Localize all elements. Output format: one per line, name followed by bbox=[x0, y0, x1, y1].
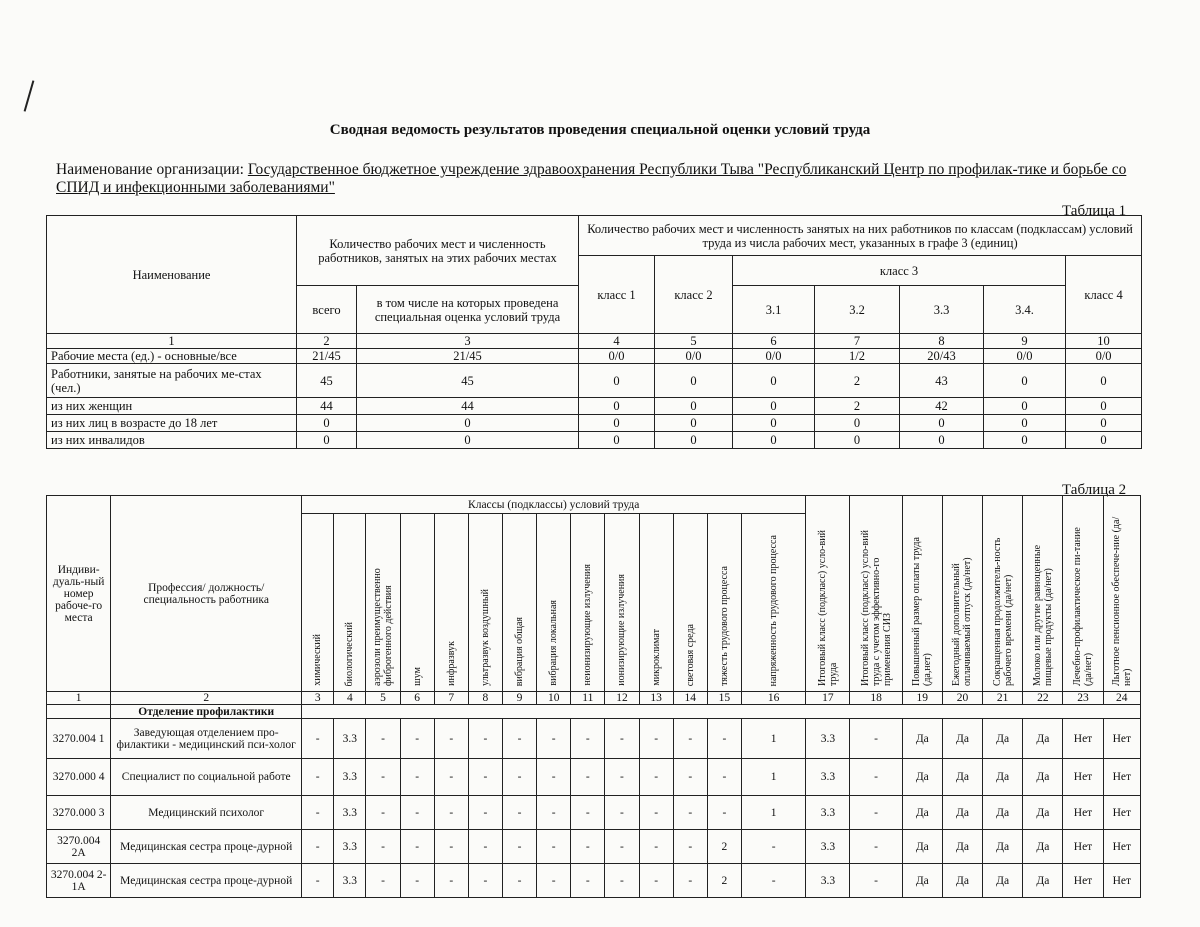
t1-cell: 0 bbox=[900, 432, 984, 449]
t2-cell: - bbox=[673, 830, 707, 864]
t2-cell: - bbox=[639, 830, 673, 864]
t1-header-3-3: 3.3 bbox=[900, 286, 984, 334]
t1-cell: 0 bbox=[655, 398, 733, 415]
t2-header-extra-1: Итоговый класс (подкласс) усло-вий труда bbox=[806, 496, 850, 692]
t2-colnum: 13 bbox=[639, 692, 673, 705]
t2-cell: - bbox=[537, 759, 571, 796]
t2-cell: - bbox=[366, 796, 400, 830]
table-row bbox=[47, 830, 1141, 864]
t2-colnum: 22 bbox=[1023, 692, 1063, 705]
t2-cell: - bbox=[302, 864, 334, 898]
t1-cell: 0 bbox=[984, 415, 1066, 432]
t2-cell: 3.3 bbox=[806, 759, 850, 796]
t2-cell: - bbox=[400, 864, 434, 898]
t2-cell: Да bbox=[942, 830, 982, 864]
t2-colnum: 12 bbox=[605, 692, 639, 705]
t1-colnum: 8 bbox=[900, 334, 984, 349]
t2-cell: - bbox=[537, 830, 571, 864]
t2-header-classes: Классы (подклассы) условий труда bbox=[302, 496, 806, 514]
t2-cell: - bbox=[707, 796, 741, 830]
t2-header-extra-7: Лечебно-профилактическое пи-тание (да/нет) bbox=[1063, 496, 1103, 692]
t2-cell: 3.3 bbox=[334, 719, 366, 759]
t2-colnum: 21 bbox=[983, 692, 1023, 705]
t2-factor-header: биологический bbox=[334, 514, 366, 692]
t2-cell: Да bbox=[942, 796, 982, 830]
t2-colnum: 8 bbox=[468, 692, 502, 705]
t1-cell: 2 bbox=[815, 364, 900, 398]
t2-header-extra-2: Итоговый класс (подкласс) усло-вий труда с учетом эффективно-го применения СИЗ bbox=[850, 496, 902, 692]
t2-cell: Нет bbox=[1103, 830, 1140, 864]
t1-cell: 0 bbox=[733, 364, 815, 398]
t2-header-extra-4: Ежегодный дополнительный оплачиваемый отпуск (да/нет) bbox=[942, 496, 982, 692]
t1-cell: 0 bbox=[815, 432, 900, 449]
t2-cell: Нет bbox=[1103, 759, 1140, 796]
t2-cell: - bbox=[366, 759, 400, 796]
t2-cell: - bbox=[673, 719, 707, 759]
t2-header-extra-8: Льготное пенсионное обеспече-ние (да/нет) bbox=[1103, 496, 1140, 692]
table2-label: Таблица 2 bbox=[1062, 482, 1127, 498]
t2-cell: Да bbox=[942, 759, 982, 796]
t2-cell: - bbox=[434, 864, 468, 898]
t2-cell: Нет bbox=[1103, 796, 1140, 830]
t2-cell: - bbox=[400, 719, 434, 759]
t2-cell: - bbox=[605, 796, 639, 830]
t1-cell: 0 bbox=[579, 364, 655, 398]
t2-cell: Да bbox=[902, 719, 942, 759]
t2-profession: Медицинский психолог bbox=[111, 796, 302, 830]
t1-cell: 0/0 bbox=[984, 349, 1066, 364]
t2-cell: Да bbox=[902, 864, 942, 898]
t2-cell: Да bbox=[942, 864, 982, 898]
t2-factor-header: световая среда bbox=[673, 514, 707, 692]
t1-cell: 44 bbox=[297, 398, 357, 415]
t2-factor-header: инфразвук bbox=[434, 514, 468, 692]
t2-cell: Нет bbox=[1063, 796, 1103, 830]
t2-cell: - bbox=[434, 796, 468, 830]
t2-cell: Нет bbox=[1063, 864, 1103, 898]
t1-cell: 0 bbox=[984, 432, 1066, 449]
t1-cell: 43 bbox=[900, 364, 984, 398]
t1-cell: 0 bbox=[297, 415, 357, 432]
t2-cell: Нет bbox=[1063, 759, 1103, 796]
t2-cell: - bbox=[571, 759, 605, 796]
table-row bbox=[47, 415, 1142, 432]
t2-workplace-id: 3270.004 1 bbox=[47, 719, 111, 759]
t1-header-class3: класс 3 bbox=[733, 256, 1066, 286]
t1-cell: 2 bbox=[815, 398, 900, 415]
table-row bbox=[47, 864, 1141, 898]
t1-header-class1: класс 1 bbox=[579, 256, 655, 334]
t2-factor-header: ультразвук воздушный bbox=[468, 514, 502, 692]
t2-header-profession: Профессия/ должность/ специальность работника bbox=[111, 496, 302, 692]
t1-colnum: 4 bbox=[579, 334, 655, 349]
t2-cell: - bbox=[502, 719, 536, 759]
t2-cell: - bbox=[537, 796, 571, 830]
t2-cell: Да bbox=[942, 719, 982, 759]
t2-cell: 3.3 bbox=[334, 864, 366, 898]
t2-cell: 1 bbox=[741, 719, 805, 759]
t1-header-name: Наименование bbox=[47, 216, 297, 334]
table-row bbox=[47, 364, 1142, 398]
t2-cell: - bbox=[571, 864, 605, 898]
t2-factor-header: тяжесть трудового процесса bbox=[707, 514, 741, 692]
document-title: Сводная ведомость результатов проведения специальной оценки условий труда bbox=[329, 122, 871, 138]
t2-cell: - bbox=[850, 796, 902, 830]
t1-colnum: 1 bbox=[47, 334, 297, 349]
t2-cell: - bbox=[605, 864, 639, 898]
t2-cell: - bbox=[537, 864, 571, 898]
t2-cell: Нет bbox=[1063, 719, 1103, 759]
t2-cell: Да bbox=[983, 830, 1023, 864]
t1-row-label: из них инвалидов bbox=[47, 432, 297, 449]
t2-cell: - bbox=[468, 830, 502, 864]
t2-factor-header: напряженность трудового процесса bbox=[741, 514, 805, 692]
table-row bbox=[47, 349, 1142, 364]
org-name: Государственное бюджетное учреждение здравоохранения Республики Тыва "Республиканский Центр по профилак-тике и борьбе со СПИД и инфекционными заболеваниями" bbox=[56, 161, 1127, 196]
t2-factor-header: микроклимат bbox=[639, 514, 673, 692]
t1-cell: 0 bbox=[733, 415, 815, 432]
t2-colnum: 6 bbox=[400, 692, 434, 705]
t2-cell: - bbox=[400, 830, 434, 864]
t2-colnum: 18 bbox=[850, 692, 902, 705]
t2-cell: - bbox=[571, 830, 605, 864]
t2-cell: Нет bbox=[1103, 719, 1140, 759]
organization-line bbox=[56, 161, 1146, 197]
t2-colnum: 20 bbox=[942, 692, 982, 705]
t1-cell: 0 bbox=[655, 364, 733, 398]
t1-cell: 45 bbox=[297, 364, 357, 398]
t2-cell: - bbox=[605, 830, 639, 864]
t2-cell: - bbox=[571, 719, 605, 759]
t1-cell: 42 bbox=[900, 398, 984, 415]
t2-factor-header: химический bbox=[302, 514, 334, 692]
t1-row-label: из них лиц в возрасте до 18 лет bbox=[47, 415, 297, 432]
t2-colnum: 9 bbox=[502, 692, 536, 705]
t2-cell: Да bbox=[902, 830, 942, 864]
t1-cell: 0/0 bbox=[733, 349, 815, 364]
t2-factor-header: ионизирующие излучения bbox=[605, 514, 639, 692]
t2-section-title: Отделение профилактики bbox=[111, 705, 302, 719]
t2-cell: 3.3 bbox=[806, 864, 850, 898]
t1-cell: 20/43 bbox=[900, 349, 984, 364]
t2-workplace-id: 3270.004 2А bbox=[47, 830, 111, 864]
t1-colnum: 10 bbox=[1066, 334, 1142, 349]
t2-cell: - bbox=[502, 864, 536, 898]
t1-header-workplaces: Количество рабочих мест и численность работников, занятых на этих рабочих местах bbox=[297, 216, 579, 286]
t1-cell: 0 bbox=[1066, 415, 1142, 432]
t1-cell: 0 bbox=[579, 398, 655, 415]
t2-cell: - bbox=[639, 796, 673, 830]
t1-colnum: 3 bbox=[357, 334, 579, 349]
t2-cell: Да bbox=[983, 719, 1023, 759]
t2-cell: - bbox=[302, 796, 334, 830]
t2-cell: - bbox=[434, 830, 468, 864]
t2-cell: - bbox=[502, 759, 536, 796]
t1-colnum: 5 bbox=[655, 334, 733, 349]
t2-colnum: 1 bbox=[47, 692, 111, 705]
t2-colnum: 3 bbox=[302, 692, 334, 705]
t2-cell: - bbox=[302, 759, 334, 796]
t1-cell: 0 bbox=[297, 432, 357, 449]
t2-cell: Да bbox=[1023, 864, 1063, 898]
t2-profession: Заведующая отделением про-филактики - медицинский пси-холог bbox=[111, 719, 302, 759]
t2-colnum: 24 bbox=[1103, 692, 1140, 705]
table-1 bbox=[46, 215, 1142, 449]
t2-profession: Специалист по социальной работе bbox=[111, 759, 302, 796]
t1-cell: 0 bbox=[733, 432, 815, 449]
t2-cell: Нет bbox=[1063, 830, 1103, 864]
t2-cell: - bbox=[673, 796, 707, 830]
t1-cell: 21/45 bbox=[297, 349, 357, 364]
t2-cell: - bbox=[302, 719, 334, 759]
t2-cell: - bbox=[673, 864, 707, 898]
t2-cell: Да bbox=[902, 796, 942, 830]
t2-cell: 3.3 bbox=[806, 796, 850, 830]
t2-cell: - bbox=[302, 830, 334, 864]
table-row bbox=[47, 796, 1141, 830]
t1-row-label: Работники, занятые на рабочих ме-стах (чел.) bbox=[47, 364, 297, 398]
t1-cell: 0 bbox=[357, 415, 579, 432]
t1-cell: 0 bbox=[733, 398, 815, 415]
t2-cell: - bbox=[639, 719, 673, 759]
t2-colnum-row bbox=[47, 692, 1141, 705]
t2-cell: - bbox=[400, 796, 434, 830]
t2-cell: 3.3 bbox=[806, 719, 850, 759]
t2-cell: Да bbox=[1023, 796, 1063, 830]
t2-colnum: 11 bbox=[571, 692, 605, 705]
t2-cell: Да bbox=[1023, 759, 1063, 796]
t2-cell: Да bbox=[983, 864, 1023, 898]
t2-empty-cell bbox=[47, 705, 111, 719]
t2-cell: Да bbox=[902, 759, 942, 796]
t1-colnum: 6 bbox=[733, 334, 815, 349]
t2-cell: 3.3 bbox=[806, 830, 850, 864]
t2-cell: Да bbox=[1023, 830, 1063, 864]
t1-cell: 0 bbox=[815, 415, 900, 432]
t2-cell: - bbox=[366, 719, 400, 759]
t2-header-extra-5: Сокращенная продолжитель-ность рабочего времени (да/нет) bbox=[983, 496, 1023, 692]
t2-cell: 2 bbox=[707, 830, 741, 864]
t2-cell: - bbox=[850, 864, 902, 898]
table-2 bbox=[46, 495, 1141, 898]
t2-cell: - bbox=[850, 830, 902, 864]
t2-factor-header: неионизирующие излучения bbox=[571, 514, 605, 692]
pen-mark bbox=[24, 80, 35, 111]
t2-cell: - bbox=[605, 759, 639, 796]
t2-factor-header: вибрация локальная bbox=[537, 514, 571, 692]
t1-cell: 0 bbox=[984, 364, 1066, 398]
t2-cell: Нет bbox=[1103, 864, 1140, 898]
t2-colnum: 19 bbox=[902, 692, 942, 705]
t1-colnum: 7 bbox=[815, 334, 900, 349]
t2-cell: - bbox=[850, 719, 902, 759]
t2-cell: - bbox=[468, 719, 502, 759]
t2-cell: - bbox=[468, 796, 502, 830]
t2-cell: - bbox=[434, 759, 468, 796]
t2-cell: 2 bbox=[707, 864, 741, 898]
t2-cell: - bbox=[571, 796, 605, 830]
t2-factor-header: шум bbox=[400, 514, 434, 692]
t2-cell: - bbox=[639, 864, 673, 898]
t2-colnum: 2 bbox=[111, 692, 302, 705]
t1-cell: 1/2 bbox=[815, 349, 900, 364]
t2-cell: - bbox=[502, 796, 536, 830]
t2-header-extra-3: Повышенный размер оплаты труда (да,нет) bbox=[902, 496, 942, 692]
t2-colnum: 23 bbox=[1063, 692, 1103, 705]
t2-cell: - bbox=[850, 759, 902, 796]
t1-cell: 0 bbox=[579, 432, 655, 449]
t1-cell: 0 bbox=[1066, 432, 1142, 449]
t1-cell: 0 bbox=[984, 398, 1066, 415]
t2-profession: Медицинская сестра проце-дурной bbox=[111, 864, 302, 898]
t2-colnum: 16 bbox=[741, 692, 805, 705]
t1-row-label: из них женщин bbox=[47, 398, 297, 415]
t2-cell: - bbox=[468, 759, 502, 796]
t2-colnum: 17 bbox=[806, 692, 850, 705]
table-row bbox=[47, 398, 1142, 415]
t2-cell: - bbox=[707, 759, 741, 796]
t2-cell: Да bbox=[983, 796, 1023, 830]
t1-colnum: 9 bbox=[984, 334, 1066, 349]
t2-cell: - bbox=[639, 759, 673, 796]
t2-cell: 1 bbox=[741, 796, 805, 830]
table-row bbox=[47, 432, 1142, 449]
t2-colnum: 15 bbox=[707, 692, 741, 705]
t2-header-id: Индиви-дуаль-ный номер рабоче-го места bbox=[47, 496, 111, 692]
t1-header-assessed: в том числе на которых проведена специальная оценка условий труда bbox=[357, 286, 579, 334]
t1-cell: 0/0 bbox=[1066, 349, 1142, 364]
t1-header-classes: Количество рабочих мест и численность занятых на них работников по классам (подклассам) условий труда из числа рабочих мест, указанных в графе 3 (единиц) bbox=[579, 216, 1142, 256]
t2-workplace-id: 3270.000 3 bbox=[47, 796, 111, 830]
table-row bbox=[47, 719, 1141, 759]
t1-cell: 44 bbox=[357, 398, 579, 415]
t2-colnum: 10 bbox=[537, 692, 571, 705]
t1-header-total: всего bbox=[297, 286, 357, 334]
t2-cell: - bbox=[673, 759, 707, 796]
t1-header-3-2: 3.2 bbox=[815, 286, 900, 334]
t1-cell: 21/45 bbox=[357, 349, 579, 364]
t2-colnum: 7 bbox=[434, 692, 468, 705]
t2-cell: - bbox=[741, 830, 805, 864]
table1-label: Таблица 1 bbox=[1062, 203, 1127, 219]
t2-cell: - bbox=[605, 719, 639, 759]
t1-cell: 0 bbox=[357, 432, 579, 449]
t2-cell: - bbox=[366, 864, 400, 898]
t2-profession: Медицинская сестра проце-дурной bbox=[111, 830, 302, 864]
t1-colnum-row bbox=[47, 334, 1142, 349]
t1-colnum: 2 bbox=[297, 334, 357, 349]
t2-empty-cell bbox=[302, 705, 1141, 719]
org-label: Наименование организации: bbox=[56, 161, 244, 178]
t1-row-label: Рабочие места (ед.) - основные/все bbox=[47, 349, 297, 364]
t2-colnum: 14 bbox=[673, 692, 707, 705]
t2-colnum: 5 bbox=[366, 692, 400, 705]
t2-factor-header: вибрация общая bbox=[502, 514, 536, 692]
t2-cell: - bbox=[400, 759, 434, 796]
t2-cell: 3.3 bbox=[334, 796, 366, 830]
t2-cell: - bbox=[741, 864, 805, 898]
t2-cell: Да bbox=[1023, 719, 1063, 759]
t2-workplace-id: 3270.000 4 bbox=[47, 759, 111, 796]
t1-header-3-1: 3.1 bbox=[733, 286, 815, 334]
table-row bbox=[47, 759, 1141, 796]
t1-cell: 0 bbox=[579, 415, 655, 432]
t1-cell: 0 bbox=[655, 415, 733, 432]
t2-cell: - bbox=[366, 830, 400, 864]
t1-cell: 0/0 bbox=[579, 349, 655, 364]
t2-cell: - bbox=[502, 830, 536, 864]
t2-cell: 1 bbox=[741, 759, 805, 796]
t1-cell: 0/0 bbox=[655, 349, 733, 364]
t2-factor-header: аэрозоли преимущественно фиброгенного действия bbox=[366, 514, 400, 692]
t2-header-extra-6: Молоко или другие равноценные пищевые продукты (да/нет) bbox=[1023, 496, 1063, 692]
t1-cell: 0 bbox=[1066, 398, 1142, 415]
t2-cell: Да bbox=[983, 759, 1023, 796]
t2-cell: - bbox=[707, 719, 741, 759]
t1-header-3-4: 3.4. bbox=[984, 286, 1066, 334]
t1-cell: 0 bbox=[1066, 364, 1142, 398]
t2-cell: 3.3 bbox=[334, 759, 366, 796]
t1-cell: 45 bbox=[357, 364, 579, 398]
t2-cell: - bbox=[434, 719, 468, 759]
t1-cell: 0 bbox=[900, 415, 984, 432]
t1-header-class2: класс 2 bbox=[655, 256, 733, 334]
t2-cell: - bbox=[537, 719, 571, 759]
t2-cell: 3.3 bbox=[334, 830, 366, 864]
t1-header-class4: класс 4 bbox=[1066, 256, 1142, 334]
t2-colnum: 4 bbox=[334, 692, 366, 705]
t2-workplace-id: 3270.004 2-1А bbox=[47, 864, 111, 898]
t1-cell: 0 bbox=[655, 432, 733, 449]
t2-cell: - bbox=[468, 864, 502, 898]
t2-section-row bbox=[47, 705, 1141, 719]
